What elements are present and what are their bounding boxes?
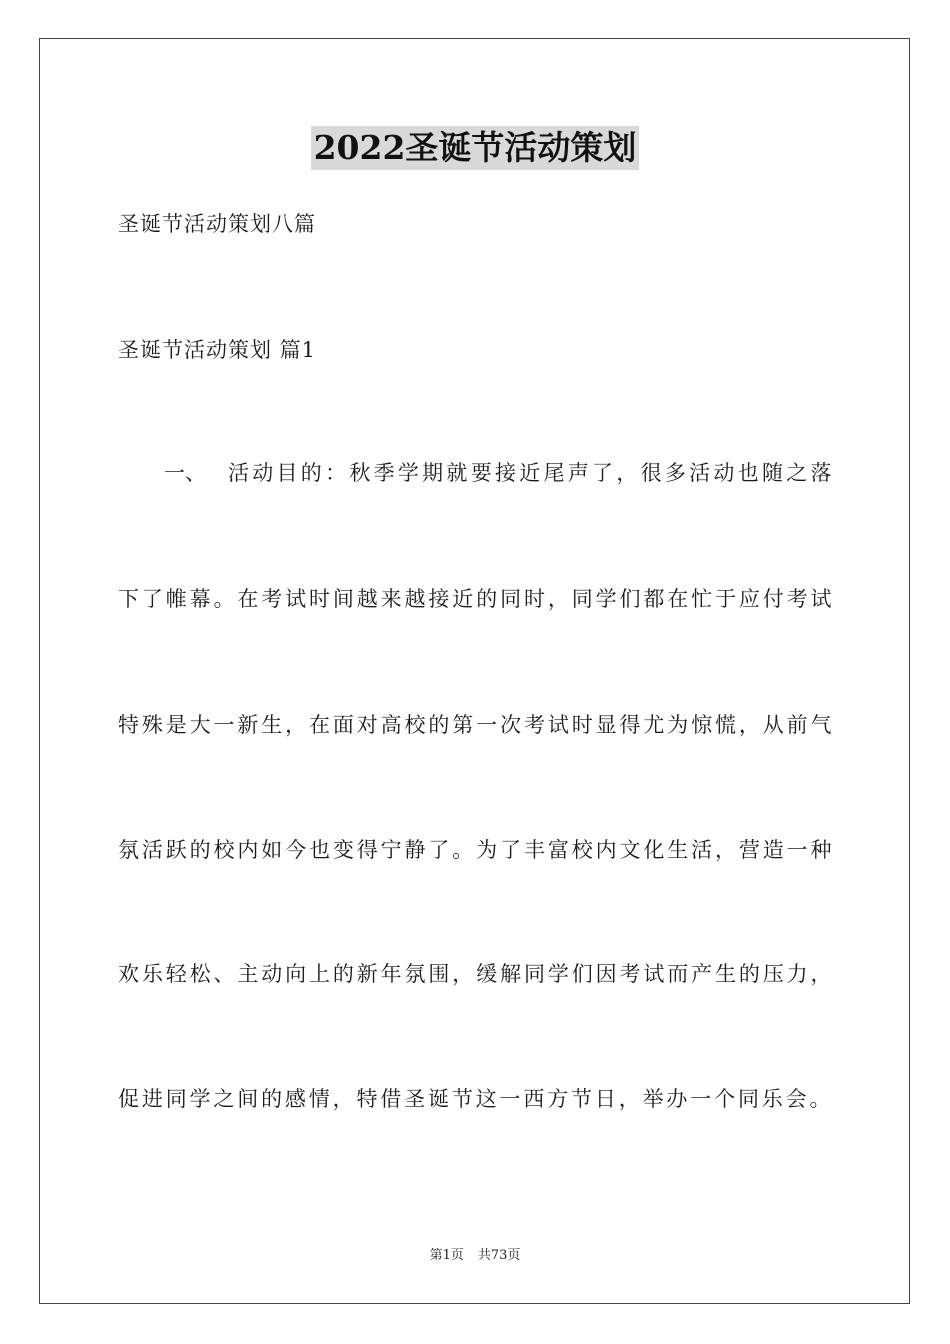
paragraph-line: 促进同学之间的感情，特借圣诞节这一西方节日，举办一个同乐会。 — [118, 1087, 832, 1111]
list-number: 一、 — [164, 461, 206, 485]
total-pages: 共73页 — [477, 1248, 521, 1263]
paragraph-line: 欢乐轻松、主动向上的新年氛围，缓解同学们因考试而产生的压力， — [118, 962, 832, 986]
document-title: 2022圣诞节活动策划 — [311, 126, 640, 170]
title-container — [0, 126, 950, 170]
document-subtitle: 圣诞节活动策划八篇 — [118, 212, 316, 236]
section-heading: 圣诞节活动策划 篇1 — [118, 338, 317, 362]
page-footer — [0, 1247, 950, 1265]
paragraph-line: 下了帷幕。在考试时间越来越接近的同时，同学们都在忙于应付考试 — [118, 587, 832, 611]
paragraph-line: 氛活跃的校内如今也变得宁静了。为了丰富校内文化生活，营造一种 — [118, 838, 832, 862]
paragraph-line: 特殊是大一新生，在面对高校的第一次考试时显得尤为惊慌，从前气 — [118, 713, 832, 737]
paragraph-line: 活动目的：秋季学期就要接近尾声了，很多活动也随之落 — [228, 461, 832, 485]
paragraph-first-line — [118, 459, 832, 487]
page-number: 第1页 — [429, 1248, 464, 1263]
